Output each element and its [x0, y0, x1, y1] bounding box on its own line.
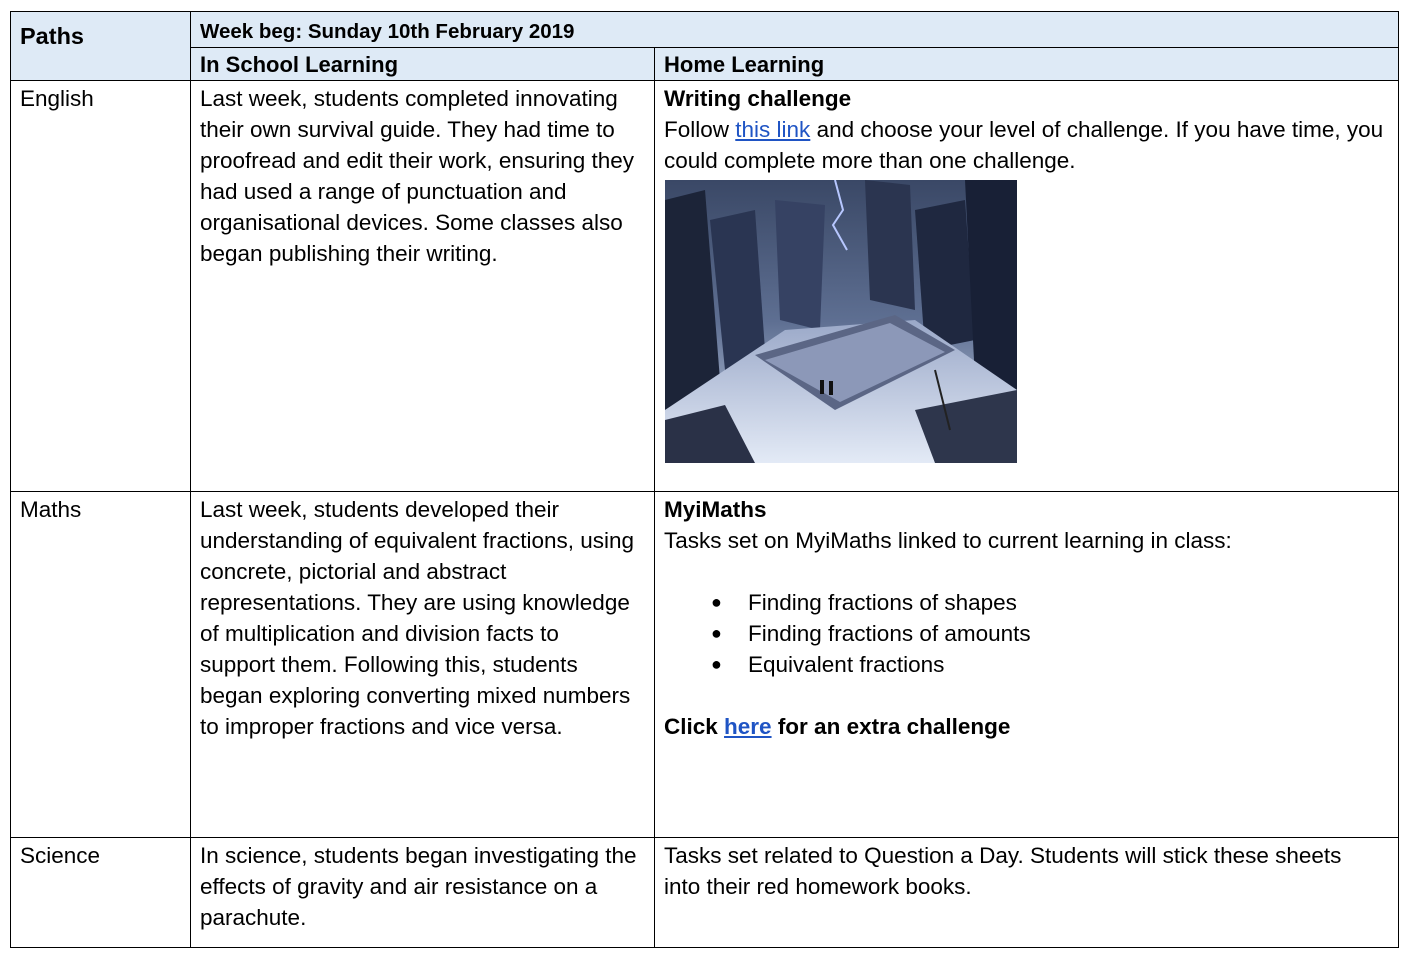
bullet-icon: ●: [711, 654, 722, 674]
task-list: [664, 587, 1392, 680]
table-row-english: [11, 81, 1399, 492]
home-learning-cell: Tasks set related to Question a Day. Students will stick these sheets into their red homework books.: [655, 838, 1399, 948]
list-item: ● Finding fractions of amounts: [664, 618, 1392, 649]
subject-cell: Science: [11, 838, 191, 948]
bullet-icon: ●: [711, 592, 722, 612]
list-item: ● Finding fractions of shapes: [664, 587, 1392, 618]
this-link[interactable]: this link: [735, 117, 811, 142]
in-school-cell: In science, students began investigating the effects of gravity and air resistance on a parachute.: [191, 838, 655, 948]
here-link[interactable]: here: [724, 714, 772, 739]
in-school-cell: Last week, students developed their understanding of equivalent fractions, using concrete, pictorial and abstract representations. They are using knowledge of multiplication and division facts to support them. Following this, students began exploring converting mixed numbers to improper fractions and vice versa.: [191, 492, 655, 838]
table-row-maths: [11, 492, 1399, 838]
myimaths-intro: Tasks set on MyiMaths linked to current learning in class:: [664, 528, 1232, 553]
home-learning-header: Home Learning: [655, 48, 1399, 81]
table-row-science: [11, 838, 1399, 948]
list-item: ● Equivalent fractions: [664, 649, 1392, 680]
home-learning-cell: [655, 492, 1399, 838]
writing-challenge-text: Follow this link and choose your level of challenge. If you have time, you could complete more than one challenge.: [664, 117, 1384, 173]
subheader-row: [11, 48, 1399, 81]
header-row: [11, 12, 1399, 48]
extra-challenge-line: Click here for an extra challenge: [664, 714, 1011, 739]
week-beginning-header: Week beg: Sunday 10th February 2019: [191, 12, 1399, 48]
paths-header: Paths: [11, 12, 191, 81]
ruined-city-illustration: [665, 180, 1017, 463]
writing-challenge-title: Writing challenge: [664, 86, 852, 111]
subject-cell: English: [11, 81, 191, 492]
home-learning-table: [10, 11, 1399, 948]
home-learning-cell: [655, 81, 1399, 492]
subject-cell: Maths: [11, 492, 191, 838]
bullet-icon: ●: [711, 623, 722, 643]
in-school-cell: Last week, students completed innovating their own survival guide. They had time to proofread and edit their work, ensuring they had used a range of punctuation and organisational devices. Some classes also began publishing their writing.: [191, 81, 655, 492]
myimaths-title: MyiMaths: [664, 497, 767, 522]
in-school-learning-header: In School Learning: [191, 48, 655, 81]
